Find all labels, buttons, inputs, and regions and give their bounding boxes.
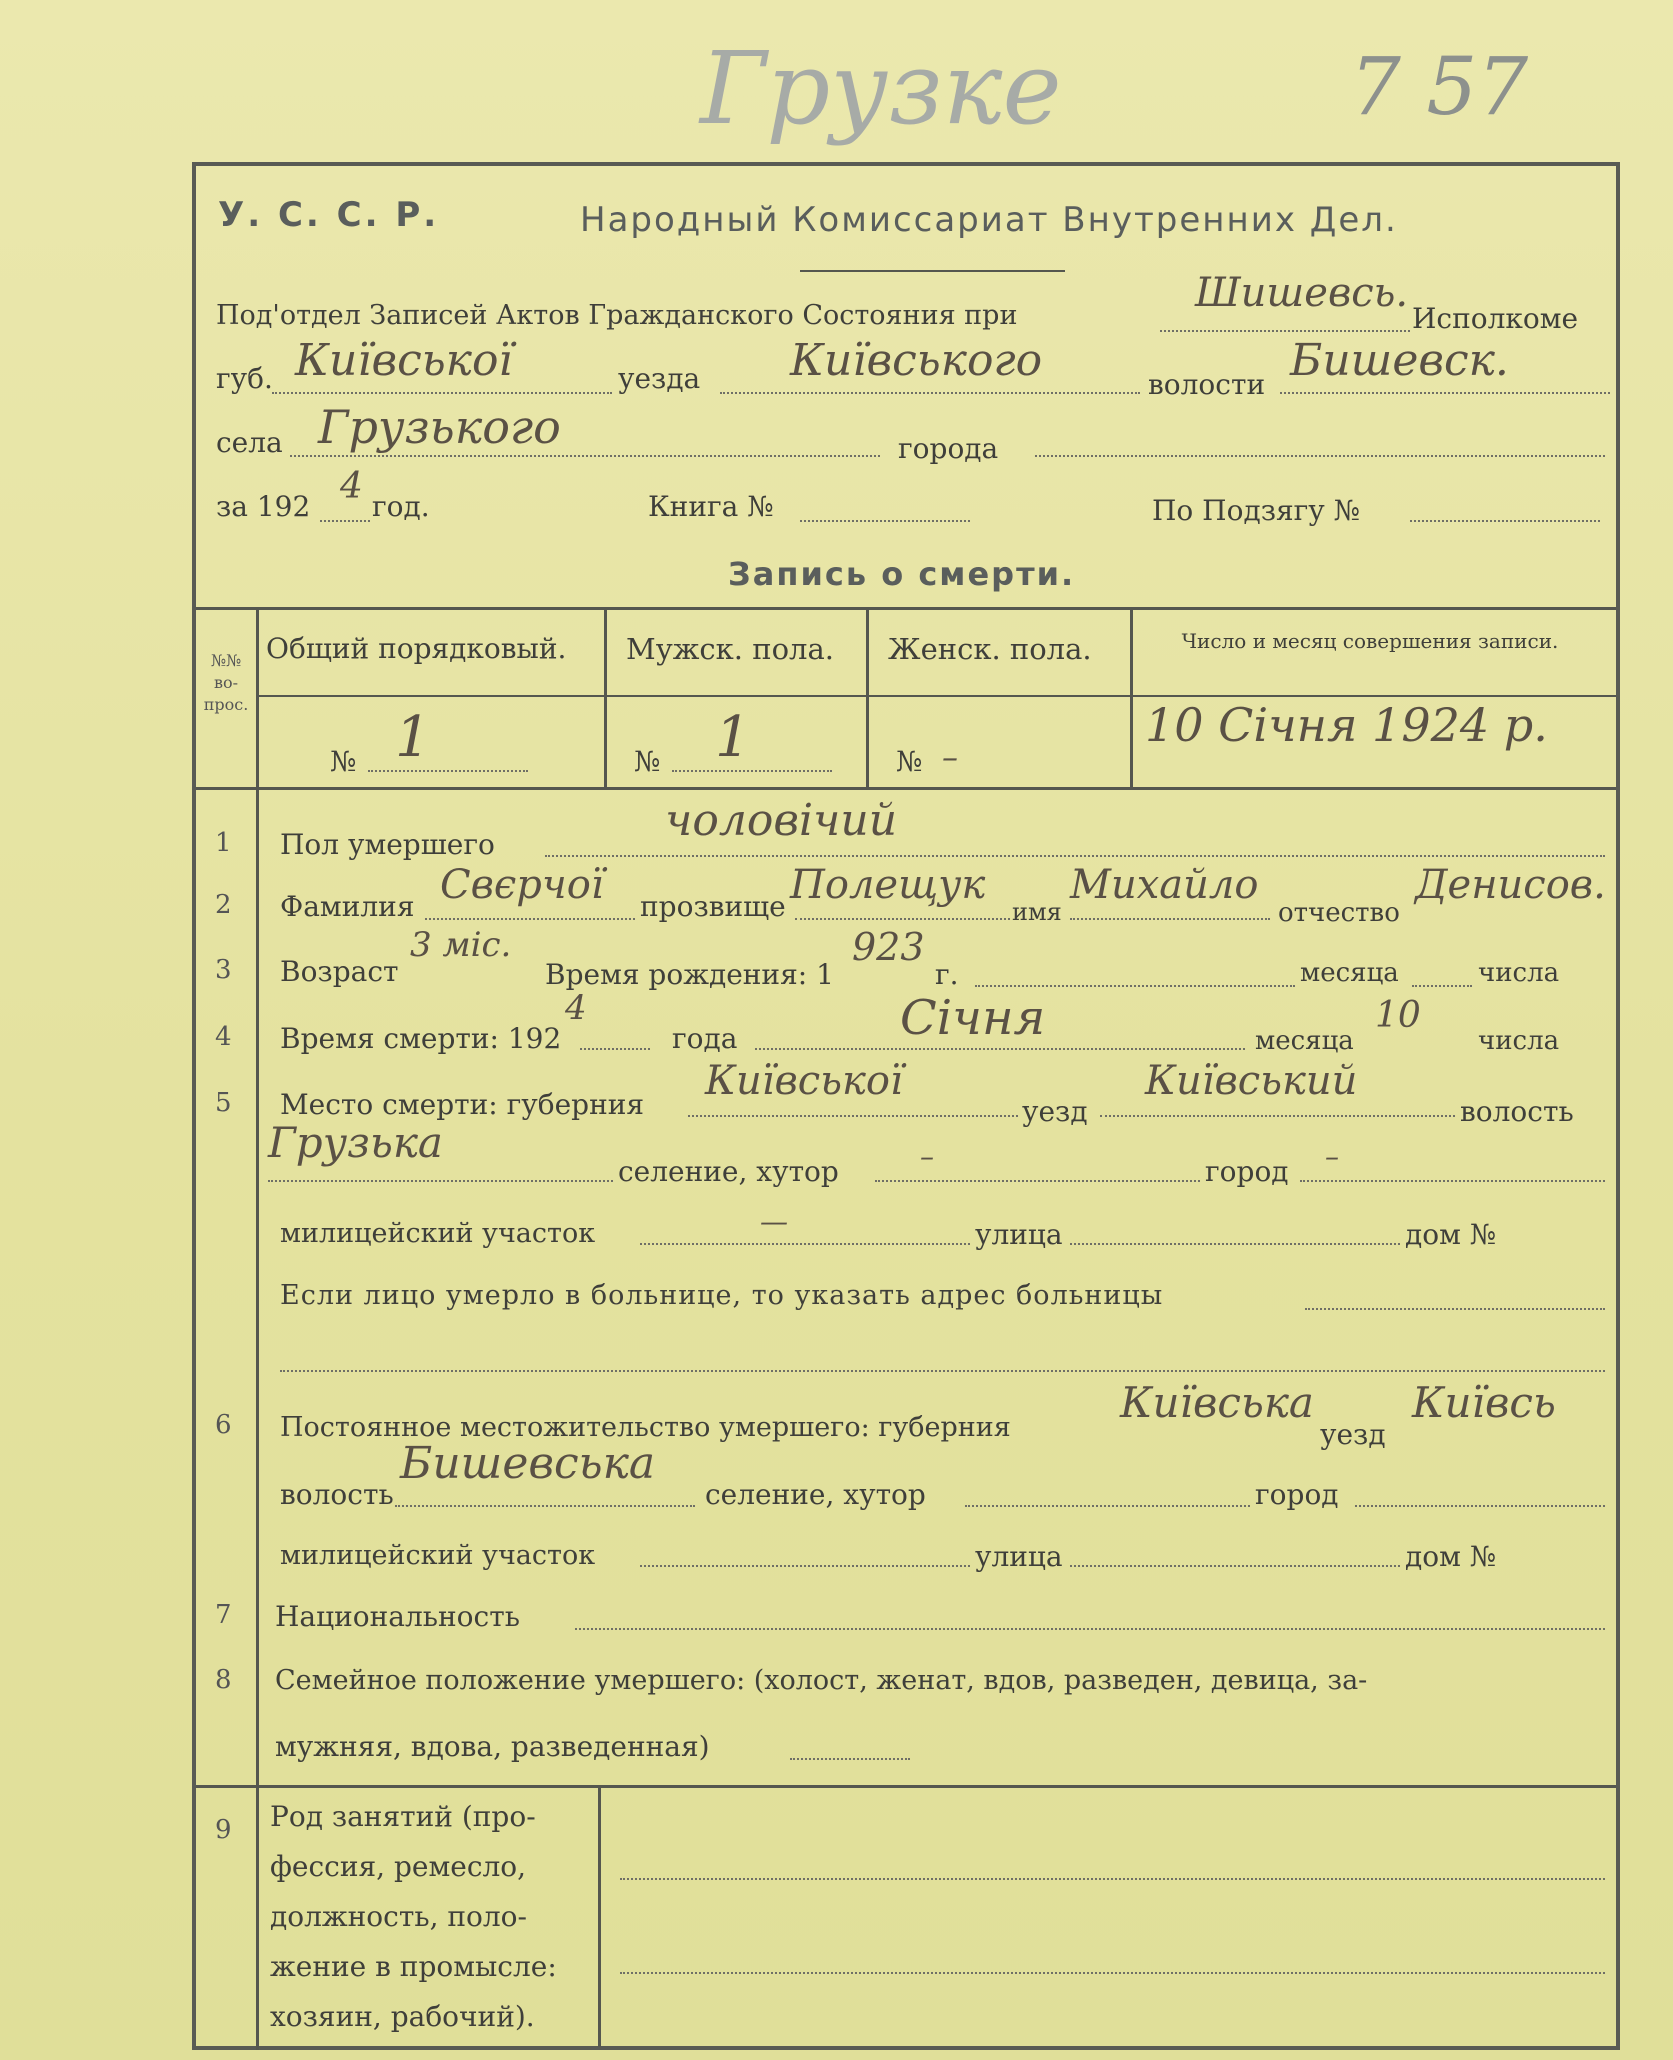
death-place-gorod-label: город (1205, 1155, 1289, 1188)
death-place-volost-line (268, 1180, 613, 1182)
q8-number: 8 (215, 1665, 232, 1695)
sex-label: Пол умершего (280, 828, 495, 861)
occupation-line-2 (620, 1972, 1605, 1974)
death-month-field-line (755, 1048, 1245, 1050)
hospital-address-line-1 (1305, 1308, 1605, 1310)
podzvod-field-line (1410, 520, 1600, 522)
subdept-label: Под'отдел Записей Актов Гражданского Состояния при (216, 300, 1018, 331)
general-no-value: 1 (395, 705, 431, 770)
occupation-label-4: жение в промысле: (270, 1950, 557, 1983)
residence-selenie-line (965, 1505, 1250, 1507)
death-day-label: числа (1478, 1026, 1560, 1056)
marital-status-line (790, 1758, 910, 1760)
death-place-volost-value: Грузька (268, 1118, 443, 1167)
residence-street-line (1070, 1565, 1400, 1567)
table-bottom-border (196, 787, 1616, 790)
volost-value: Бишевск. (1290, 335, 1509, 386)
za-year-digit: 4 (340, 466, 363, 507)
birth-day-field-line (1412, 985, 1472, 987)
death-place-gorod-value: – (1325, 1140, 1339, 1173)
ussr-label: У. С. С. Р. (218, 195, 440, 235)
pencil-number-note: 7 57 (1350, 40, 1529, 133)
uezd-value: Київського (790, 335, 1043, 386)
birth-g-label: г. (935, 958, 959, 991)
col-date-header: Число и месяц совершения записи. (1181, 629, 1559, 653)
death-place-uezd-line (1100, 1115, 1455, 1117)
patronymic-value: Денисов. (1415, 862, 1606, 908)
death-place-house-label: дом № (1405, 1218, 1497, 1251)
residence-selenie-label: селение, хутор (705, 1478, 926, 1511)
death-month-value: Січня (900, 990, 1046, 1046)
residence-gorod-line (1355, 1505, 1605, 1507)
female-no-label: № (896, 745, 923, 778)
nationality-label: Национальность (275, 1600, 520, 1633)
death-place-militia-value: — (760, 1205, 788, 1238)
occupation-label-2: фессия, ремесло, (270, 1850, 527, 1883)
death-place-gorod-line (1300, 1180, 1605, 1182)
residence-street-label: улица (975, 1540, 1063, 1573)
nationality-line (575, 1628, 1605, 1630)
death-place-uezd-label: уезд (1022, 1095, 1088, 1128)
residence-gubernia-label: Постоянное местожительство умершего: губерния (280, 1412, 1011, 1443)
executive-committee-label: Исполкоме (1412, 302, 1579, 335)
table-top-border (196, 607, 1616, 610)
gubernia-value: Київської (295, 335, 513, 386)
col-general-header: Общий порядковый. (266, 632, 567, 665)
col-female-header: Женск. пола. (888, 632, 1092, 666)
col-question-no-header: №№ во-прос. (203, 651, 249, 714)
god-label: год. (372, 490, 430, 523)
male-no-value: 1 (715, 705, 751, 770)
death-month-label: месяца (1255, 1026, 1354, 1056)
marital-status-label-2: мужняя, вдова, разведенная) (275, 1730, 710, 1763)
death-place-selenie-label: селение, хутор (618, 1155, 839, 1188)
age-value: 3 міс. (410, 925, 512, 965)
col-male-header: Мужск. пола. (626, 632, 834, 666)
surname-value: Свєрчої (440, 862, 604, 908)
female-no-value: – (942, 738, 958, 776)
table-header-divider (258, 695, 1616, 697)
occupation-label-1: Род занятий (про- (270, 1800, 536, 1833)
subdept-value: Шишевсь. (1195, 270, 1409, 316)
occupation-label-3: должность, поло- (270, 1900, 528, 1933)
death-place-selenie-value: – (920, 1140, 934, 1173)
birth-year-value: 923 (852, 925, 925, 969)
surname-label: Фамилия (280, 890, 415, 923)
male-field-line (672, 770, 832, 772)
surname-field-line (425, 918, 635, 920)
death-place-militia-line (640, 1243, 970, 1245)
nickname-field-line (795, 918, 1010, 920)
gubernia-label: губ. (216, 362, 273, 395)
q2-number: 2 (215, 890, 232, 920)
q7-number: 7 (215, 1600, 232, 1630)
table-col2-divider (604, 607, 607, 789)
selo-label: села (216, 426, 283, 459)
sex-value: чоловічий (665, 795, 898, 846)
gorod-label: города (898, 432, 999, 465)
q6-number: 6 (215, 1410, 232, 1440)
residence-gubernia-value: Київська (1120, 1378, 1314, 1427)
birth-time-label: Время рождения: 1 (545, 958, 834, 991)
record-title: Запись о смерти. (728, 555, 1076, 593)
death-place-selenie-line (875, 1180, 1200, 1182)
patronymic-label: отчество (1278, 898, 1400, 928)
nickname-value: Полещук (790, 862, 986, 908)
death-day-value: 10 (1375, 995, 1421, 1036)
selo-field-line (290, 455, 880, 457)
death-place-militia-label: милицейский участок (280, 1218, 596, 1249)
table-col3-divider (866, 607, 869, 789)
death-year-value: 4 (565, 988, 587, 1028)
q5-number: 5 (215, 1088, 232, 1118)
gubernia-field-line (272, 392, 612, 394)
za-year-field-line (320, 520, 370, 522)
record-date-value: 10 Січня 1924 р. (1145, 698, 1548, 752)
kniga-label: Книга № (648, 490, 774, 523)
hospital-address-label: Если лицо умерло в больнице, то указать адрес больницы (280, 1280, 1164, 1311)
male-no-label: № (634, 745, 661, 778)
residence-uezd-label: уезд (1320, 1418, 1386, 1451)
sex-field-line (545, 855, 1605, 857)
name-label: имя (1012, 898, 1062, 926)
pencil-surname-note: Грузке (700, 30, 1062, 147)
death-place-street-label: улица (975, 1218, 1063, 1251)
gorod-field-line (1035, 455, 1605, 457)
volost-label: волости (1148, 368, 1266, 401)
death-place-gubernia-value: Київської (705, 1058, 903, 1104)
q4-number: 4 (215, 1022, 232, 1052)
kniga-field-line (800, 520, 970, 522)
residence-volost-value: Бишевська (400, 1438, 656, 1489)
selo-value: Грузького (318, 400, 561, 454)
death-year-label: года (672, 1022, 738, 1055)
table-col4-divider (1130, 607, 1133, 789)
death-place-uezd-value: Київський (1145, 1058, 1358, 1104)
death-place-gubernia-line (688, 1115, 1018, 1117)
header-divider (800, 270, 1065, 272)
occupation-top-border (196, 1785, 1616, 1788)
volost-field-line (1280, 392, 1610, 394)
podzvod-label: По Подзягу № (1152, 494, 1361, 527)
residence-volost-label: волость (280, 1478, 394, 1511)
occupation-label-5: хозяин, рабочий). (270, 2000, 535, 2033)
uezd-field-line (720, 392, 1140, 394)
marital-status-label-1: Семейное положение умершего: (холост, женат, вдов, разведен, девица, за- (275, 1665, 1368, 1696)
residence-volost-line (395, 1505, 695, 1507)
name-field-line (1070, 918, 1270, 920)
q1-number: 1 (215, 828, 232, 858)
residence-gorod-label: город (1255, 1478, 1339, 1511)
age-label: Возраст (280, 955, 399, 988)
death-place-volost-label: волость (1460, 1095, 1574, 1128)
za-year-label: за 192 (216, 490, 311, 523)
subdept-field-line (1160, 330, 1410, 332)
death-time-label: Время смерти: 192 (280, 1022, 562, 1055)
general-no-label: № (330, 745, 357, 778)
general-field-line (368, 770, 528, 772)
residence-house-label: дом № (1405, 1540, 1497, 1573)
nickname-label: прозвище (640, 890, 786, 923)
uezd-label: уезда (618, 362, 701, 395)
occupation-divider (598, 1785, 601, 2047)
birth-month-label: месяца (1300, 958, 1399, 988)
hospital-address-line-2 (280, 1370, 1605, 1372)
birth-month-field-line (975, 985, 1295, 987)
death-year-field-line (580, 1048, 650, 1050)
residence-militia-line (640, 1565, 970, 1567)
table-col1-divider (256, 607, 259, 2050)
q9-number: 9 (215, 1815, 232, 1845)
occupation-line-1 (620, 1878, 1605, 1880)
death-place-street-line (1070, 1243, 1400, 1245)
residence-militia-label: милицейский участок (280, 1540, 596, 1571)
death-place-gubernia-label: Место смерти: губерния (280, 1088, 645, 1121)
commissariat-title: Народный Комиссариат Внутренних Дел. (580, 200, 1398, 240)
residence-uezd-value: Київсь (1412, 1378, 1556, 1427)
name-value: Михайло (1070, 862, 1259, 908)
q3-number: 3 (215, 955, 232, 985)
birth-day-label: числа (1478, 958, 1560, 988)
